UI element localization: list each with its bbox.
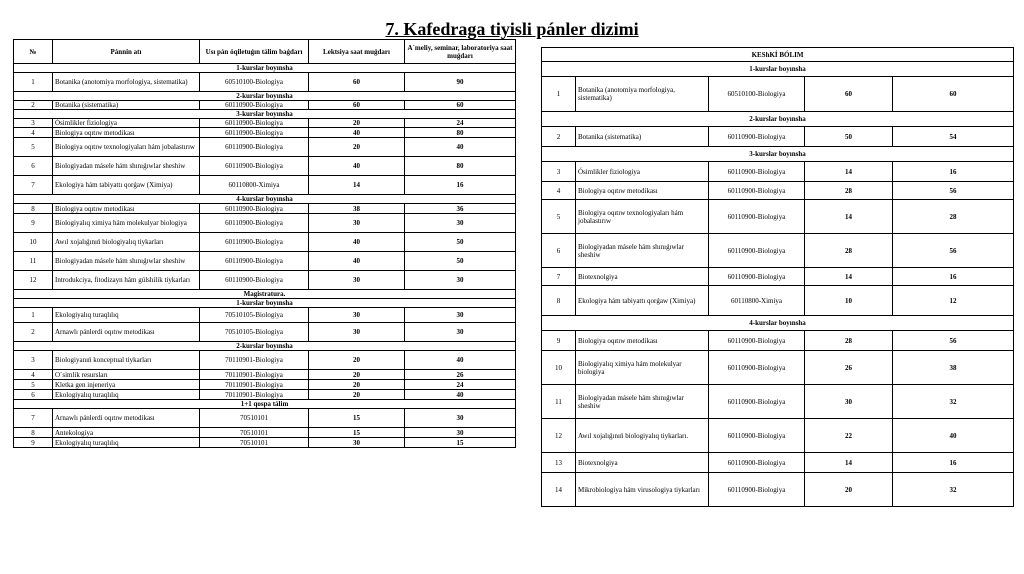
lecture-hours: 30 — [805, 385, 893, 419]
practical-hours: 56 — [893, 234, 1014, 268]
subject-name: Botanika (anotomiya morfologiya, sistematika) — [53, 73, 200, 92]
practical-hours: 12 — [893, 286, 1014, 316]
lecture-hours: 40 — [309, 157, 405, 176]
practical-hours: 40 — [893, 419, 1014, 453]
practical-hours: 40 — [405, 390, 516, 400]
row-number: 3 — [14, 119, 53, 128]
row-number: 6 — [14, 390, 53, 400]
table-row — [542, 268, 1014, 286]
evening-courses-table — [541, 47, 1014, 507]
subject-name: Biologiya oqıtıw texnologiyaları hám jobalastırıw — [53, 138, 200, 157]
table-row — [14, 157, 516, 176]
row-number: 1 — [14, 73, 53, 92]
practical-hours: 24 — [405, 380, 516, 390]
subject-name: Biologiyanıń konceptual tiykarları — [53, 351, 200, 370]
lecture-hours: 40 — [309, 128, 405, 138]
section-title: 1-kurslar boyınsha — [542, 62, 1014, 77]
table-row — [542, 200, 1014, 234]
lecture-hours: 60 — [309, 73, 405, 92]
header-direction: Usı pán óqiletuǵın tálim baǵdarı — [200, 40, 309, 64]
table-row — [542, 453, 1014, 473]
table-row — [14, 370, 516, 380]
lecture-hours: 30 — [309, 438, 405, 448]
row-number: 3 — [542, 162, 576, 182]
practical-hours: 80 — [405, 128, 516, 138]
table-row — [14, 73, 516, 92]
table-row — [542, 234, 1014, 268]
row-number: 9 — [14, 214, 53, 233]
direction-code: 60110900-Biologiya — [709, 453, 805, 473]
row-number: 8 — [14, 428, 53, 438]
practical-hours: 24 — [405, 119, 516, 128]
row-number: 2 — [14, 323, 53, 342]
practical-hours: 28 — [893, 200, 1014, 234]
practical-hours: 16 — [893, 453, 1014, 473]
lecture-hours: 30 — [309, 323, 405, 342]
subject-name: Ósimlikler fiziologiya — [53, 119, 200, 128]
practical-hours: 16 — [405, 176, 516, 195]
row-number: 12 — [14, 271, 53, 290]
section-title: Magistratura. — [14, 290, 516, 299]
lecture-hours: 40 — [309, 233, 405, 252]
direction-code: 70110901-Biologiya — [200, 390, 309, 400]
section-title: 2-kurslar boyınsha — [14, 342, 516, 351]
subject-name: Antekologiya — [53, 428, 200, 438]
direction-code: 70510105-Biologiya — [200, 308, 309, 323]
section-row — [542, 316, 1014, 331]
subject-name: Biologiyalıq ximiya hám molekulyar biologiya — [53, 214, 200, 233]
lecture-hours: 15 — [309, 409, 405, 428]
table-row — [14, 351, 516, 370]
lecture-hours: 14 — [309, 176, 405, 195]
lecture-hours: 20 — [309, 351, 405, 370]
table-row — [542, 385, 1014, 419]
subject-name: O`simlik resursları — [53, 370, 200, 380]
lecture-hours: 26 — [805, 351, 893, 385]
practical-hours: 15 — [405, 438, 516, 448]
row-number: 8 — [542, 286, 576, 316]
direction-code: 60110900-Biologiya — [709, 127, 805, 147]
row-number: 5 — [14, 380, 53, 390]
lecture-hours: 40 — [309, 252, 405, 271]
subject-name: Biologiya oqıtıw metodikası — [53, 204, 200, 214]
direction-code: 60510100-Biologiya — [200, 73, 309, 92]
subject-name: Awıl xojalıǵınıń biologiyalıq tiykarları. — [576, 419, 709, 453]
row-number: 6 — [14, 157, 53, 176]
subject-name: Biologiyadan másele hám shınıǵıwlar sheshiw — [53, 252, 200, 271]
direction-code: 60110900-Biologiya — [200, 271, 309, 290]
direction-code: 70110901-Biologiya — [200, 351, 309, 370]
practical-hours: 30 — [405, 308, 516, 323]
table-row — [14, 380, 516, 390]
lecture-hours: 28 — [805, 234, 893, 268]
direction-code: 60110900-Biologiya — [200, 157, 309, 176]
direction-code: 60110900-Biologiya — [709, 162, 805, 182]
section-row — [542, 147, 1014, 162]
practical-hours: 60 — [405, 101, 516, 110]
direction-code: 60110800-Ximiya — [709, 286, 805, 316]
practical-hours: 16 — [893, 162, 1014, 182]
lecture-hours: 60 — [309, 101, 405, 110]
section-title: 4-kurslar boyınsha — [542, 316, 1014, 331]
practical-hours: 56 — [893, 182, 1014, 200]
subject-name: Biologiyadan másele hám shınıǵıwlar sheshiw — [576, 234, 709, 268]
page-title: 7. Kafedraga tiyisli pánler dizimi — [385, 19, 639, 39]
header-lecture-hours: Lektsiya saat muǵdarı — [309, 40, 405, 64]
subject-name: Botanika (sistematika) — [53, 101, 200, 110]
subject-name: Kletka gen injeneriya — [53, 380, 200, 390]
lecture-hours: 10 — [805, 286, 893, 316]
practical-hours: 80 — [405, 157, 516, 176]
direction-code: 60110900-Biologiya — [709, 331, 805, 351]
row-number: 4 — [542, 182, 576, 200]
table-row — [14, 128, 516, 138]
section-row — [542, 112, 1014, 127]
direction-code: 60110900-Biologiya — [709, 234, 805, 268]
table-row — [14, 271, 516, 290]
subject-name: Biologiyadan másele hám shınıǵıwlar sheshiw — [576, 385, 709, 419]
table-row — [542, 351, 1014, 385]
row-number: 5 — [542, 200, 576, 234]
subject-name: Ekologiya hám tabiyattı qorǵaw (Ximiya) — [576, 286, 709, 316]
header-subject: Pánnin atı — [53, 40, 200, 64]
table-row — [14, 214, 516, 233]
direction-code: 60110900-Biologiya — [200, 101, 309, 110]
lecture-hours: 20 — [805, 473, 893, 507]
direction-code: 60110800-Ximiya — [200, 176, 309, 195]
direction-code: 70510105-Biologiya — [200, 323, 309, 342]
row-number: 7 — [14, 176, 53, 195]
subject-name: Biotexnolgiya — [576, 453, 709, 473]
row-number: 10 — [14, 233, 53, 252]
subject-name: Biotexnolgiya — [576, 268, 709, 286]
direction-code: 60110900-Biologiya — [709, 385, 805, 419]
direction-code: 60110900-Biologiya — [709, 351, 805, 385]
table-row — [14, 428, 516, 438]
section-row — [14, 400, 516, 409]
lecture-hours: 38 — [309, 204, 405, 214]
subject-name: Ósimlikler fiziologiya — [576, 162, 709, 182]
section-title: 2-kurslar boyınsha — [14, 92, 516, 101]
table-row — [14, 252, 516, 271]
subject-name: Ekologiyalıq turaqlılıq — [53, 390, 200, 400]
practical-hours: 50 — [405, 233, 516, 252]
row-number: 1 — [542, 77, 576, 112]
table-row — [542, 127, 1014, 147]
direction-code: 60110900-Biologiya — [200, 204, 309, 214]
table-row — [542, 286, 1014, 316]
table-row — [542, 419, 1014, 453]
subject-name: Mikrobiologiya hám virusologiya tiykarları — [576, 473, 709, 507]
table-row — [14, 204, 516, 214]
practical-hours: 90 — [405, 73, 516, 92]
direction-code: 70110901-Biologiya — [200, 380, 309, 390]
practical-hours: 32 — [893, 473, 1014, 507]
direction-code: 60110900-Biologiya — [200, 119, 309, 128]
row-number: 4 — [14, 370, 53, 380]
practical-hours: 30 — [405, 428, 516, 438]
table-row — [542, 182, 1014, 200]
table-row — [542, 162, 1014, 182]
lecture-hours: 20 — [309, 138, 405, 157]
direction-code: 60110900-Biologiya — [200, 214, 309, 233]
subject-name: Botanika (sistematika) — [576, 127, 709, 147]
subject-name: Biologiya oqıtıw texnologiyaları hám jobalastırıw — [576, 200, 709, 234]
row-number: 11 — [542, 385, 576, 419]
row-number: 6 — [542, 234, 576, 268]
lecture-hours: 20 — [309, 390, 405, 400]
practical-hours: 40 — [405, 138, 516, 157]
practical-hours: 60 — [893, 77, 1014, 112]
header-practical-hours: A`meliy, seminar, laboratoriya saat muǵdarı — [405, 40, 516, 64]
section-title: 1-kurslar boyınsha — [14, 299, 516, 308]
row-number: 13 — [542, 453, 576, 473]
direction-code: 70510101 — [200, 428, 309, 438]
subject-name: Awıl xojalıǵınıń biologiyalıq tiykarları — [53, 233, 200, 252]
direction-code: 60110900-Biologiya — [200, 233, 309, 252]
lecture-hours: 14 — [805, 162, 893, 182]
row-number: 7 — [14, 409, 53, 428]
section-title: 2-kurslar boyınsha — [542, 112, 1014, 127]
direction-code: 60110900-Biologiya — [709, 200, 805, 234]
table-row — [14, 119, 516, 128]
subject-name: Ekologiyalıq turaqlılıq — [53, 438, 200, 448]
practical-hours: 40 — [405, 351, 516, 370]
table-row — [14, 308, 516, 323]
row-number: 2 — [542, 127, 576, 147]
practical-hours: 30 — [405, 214, 516, 233]
subject-name: Introdukciya, fitodizayn hám gúlshilik tiykarları — [53, 271, 200, 290]
practical-hours: 36 — [405, 204, 516, 214]
practical-hours: 54 — [893, 127, 1014, 147]
lecture-hours: 20 — [309, 119, 405, 128]
section-row — [14, 64, 516, 73]
row-number: 2 — [14, 101, 53, 110]
subject-name: Biologiya oqıtıw metodikası — [576, 331, 709, 351]
table-row — [542, 331, 1014, 351]
section-row — [14, 110, 516, 119]
row-number: 9 — [542, 331, 576, 351]
table-row — [14, 138, 516, 157]
section-title: 3-kurslar boyınsha — [14, 110, 516, 119]
row-number: 4 — [14, 128, 53, 138]
lecture-hours: 14 — [805, 453, 893, 473]
practical-hours: 32 — [893, 385, 1014, 419]
lecture-hours: 20 — [309, 380, 405, 390]
table-row — [14, 101, 516, 110]
table-row — [14, 176, 516, 195]
subject-name: Arnawlı pánlerdi oqıtıw metodikası — [53, 323, 200, 342]
table-row — [14, 390, 516, 400]
subject-name: Biologiya oqıtıw metodikası — [576, 182, 709, 200]
lecture-hours: 22 — [805, 419, 893, 453]
subject-name: Biologiya oqıtıw metodikası — [53, 128, 200, 138]
section-row — [14, 342, 516, 351]
subject-name: Ekologiyalıq turaqlılıq — [53, 308, 200, 323]
lecture-hours: 14 — [805, 200, 893, 234]
subject-name: Ekologiya hám tabiyattı qorǵaw (Ximiya) — [53, 176, 200, 195]
direction-code: 70110901-Biologiya — [200, 370, 309, 380]
subject-name: Arnawlı pánlerdi oqıtıw metodikası — [53, 409, 200, 428]
subject-name: Biologiyadan másele hám shınıǵıwlar sheshiw — [53, 157, 200, 176]
direction-code: 60110900-Biologiya — [709, 268, 805, 286]
section-row — [14, 92, 516, 101]
table-row — [14, 323, 516, 342]
section-title: 1-kurslar boyınsha — [14, 64, 516, 73]
lecture-hours: 50 — [805, 127, 893, 147]
lecture-hours: 28 — [805, 331, 893, 351]
practical-hours: 30 — [405, 271, 516, 290]
practical-hours: 30 — [405, 323, 516, 342]
table-row — [14, 409, 516, 428]
table-row — [14, 438, 516, 448]
practical-hours: 16 — [893, 268, 1014, 286]
practical-hours: 30 — [405, 409, 516, 428]
day-courses-table — [13, 39, 516, 448]
practical-hours: 38 — [893, 351, 1014, 385]
section-title: 4-kurslar boyınsha — [14, 195, 516, 204]
row-number: 14 — [542, 473, 576, 507]
direction-code: 70510101 — [200, 438, 309, 448]
section-title: 3-kurslar boyınsha — [542, 147, 1014, 162]
row-number: 5 — [14, 138, 53, 157]
evening-section-header: KEShKÍ BÓLIM — [542, 48, 1014, 62]
direction-code: 60110900-Biologiya — [200, 128, 309, 138]
table-row — [542, 77, 1014, 112]
practical-hours: 56 — [893, 331, 1014, 351]
table-row — [542, 473, 1014, 507]
direction-code: 60110900-Biologiya — [200, 138, 309, 157]
subject-name: Botanika (anotomiya morfologiya, sistematika) — [576, 77, 709, 112]
row-number: 1 — [14, 308, 53, 323]
section-row — [14, 195, 516, 204]
lecture-hours: 30 — [309, 214, 405, 233]
lecture-hours: 20 — [309, 370, 405, 380]
section-row — [542, 62, 1014, 77]
row-number: 12 — [542, 419, 576, 453]
lecture-hours: 28 — [805, 182, 893, 200]
section-row — [14, 290, 516, 299]
practical-hours: 26 — [405, 370, 516, 380]
section-title: 1+1 qospa tálim — [14, 400, 516, 409]
section-row — [14, 299, 516, 308]
lecture-hours: 30 — [309, 271, 405, 290]
row-number: 11 — [14, 252, 53, 271]
direction-code: 70510101 — [200, 409, 309, 428]
direction-code: 60110900-Biologiya — [709, 473, 805, 507]
direction-code: 60110900-Biologiya — [709, 419, 805, 453]
lecture-hours: 14 — [805, 268, 893, 286]
header-number: № — [14, 40, 53, 64]
row-number: 10 — [542, 351, 576, 385]
row-number: 3 — [14, 351, 53, 370]
row-number: 9 — [14, 438, 53, 448]
practical-hours: 50 — [405, 252, 516, 271]
direction-code: 60110900-Biologiya — [200, 252, 309, 271]
row-number: 8 — [14, 204, 53, 214]
lecture-hours: 60 — [805, 77, 893, 112]
direction-code: 60510100-Biologiya — [709, 77, 805, 112]
row-number: 7 — [542, 268, 576, 286]
lecture-hours: 15 — [309, 428, 405, 438]
lecture-hours: 30 — [309, 308, 405, 323]
subject-name: Biologiyalıq ximiya hám molekulyar biologiya — [576, 351, 709, 385]
direction-code: 60110900-Biologiya — [709, 182, 805, 200]
table-row — [14, 233, 516, 252]
